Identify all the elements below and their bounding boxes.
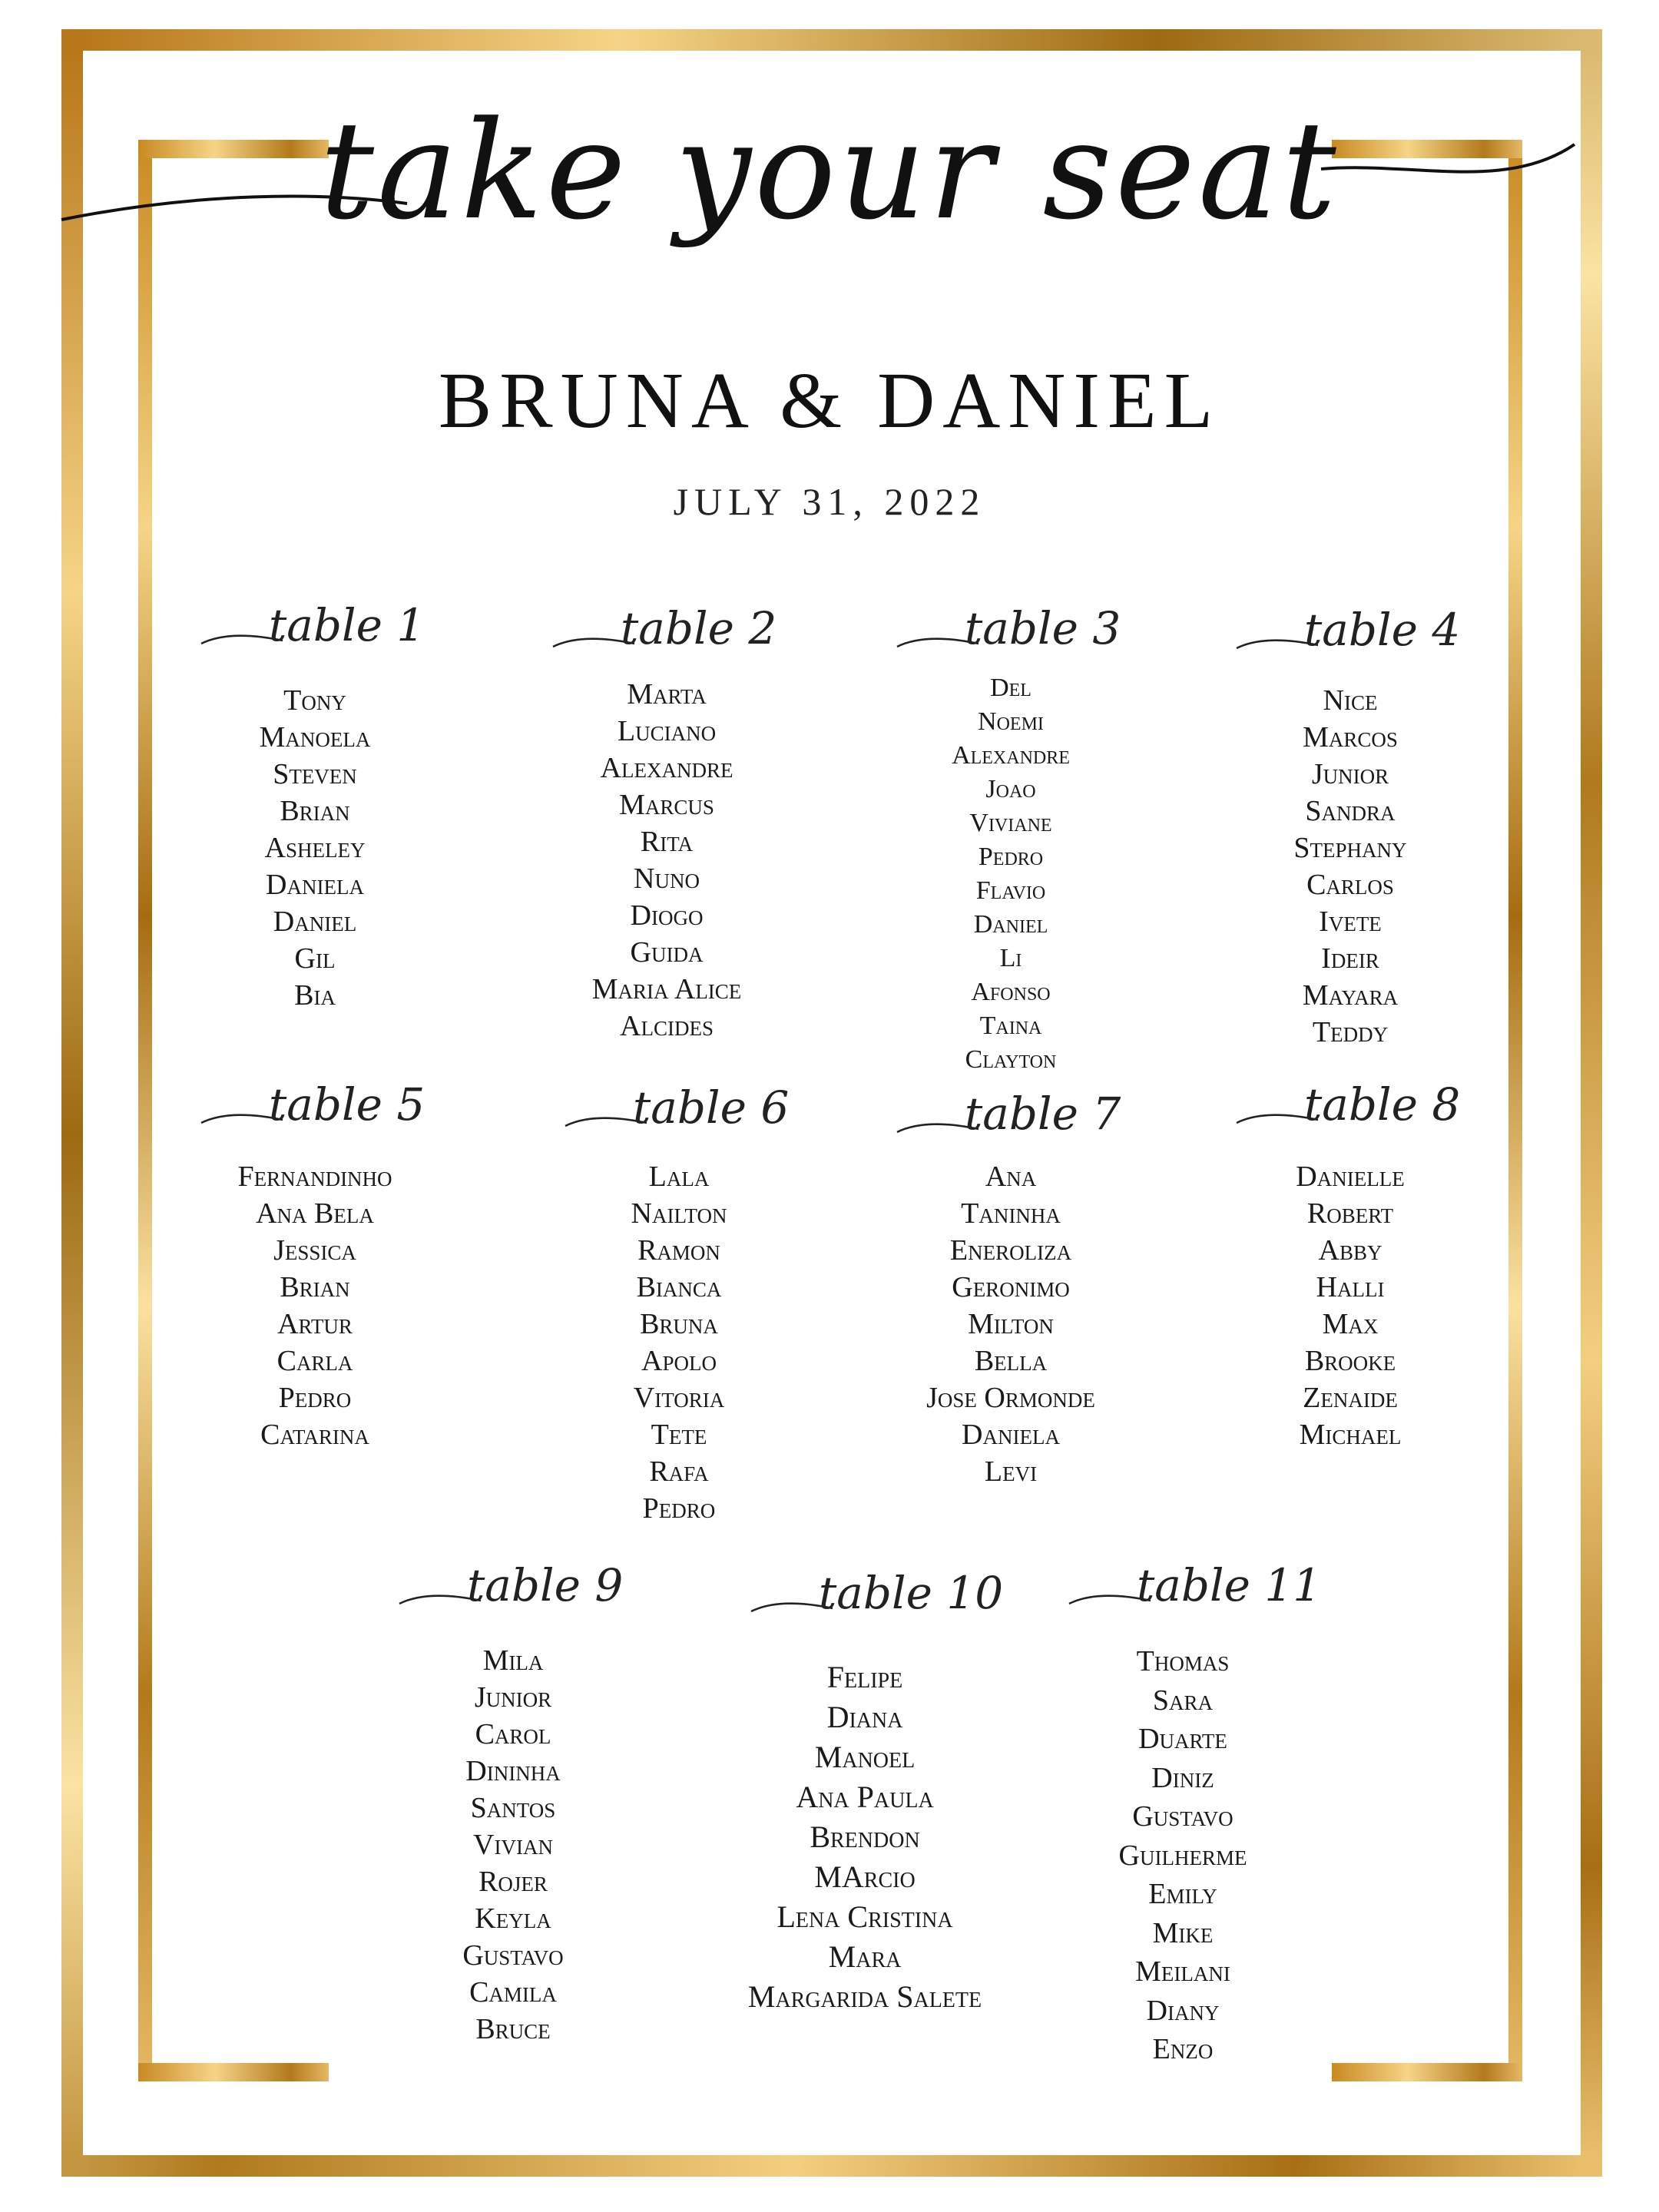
guest-name: Max bbox=[1322, 1308, 1379, 1340]
table-label: table 6 bbox=[633, 1081, 790, 1134]
script-title: take your seat bbox=[320, 92, 1339, 250]
guest-name: Margarida Salete bbox=[747, 1979, 982, 2014]
guest-name: Bianca bbox=[636, 1271, 722, 1303]
guest-list bbox=[161, 682, 469, 1014]
guest-name: Diany bbox=[1146, 1994, 1220, 2027]
guest-name: Robert bbox=[1306, 1197, 1394, 1230]
table-block bbox=[711, 1567, 1018, 2014]
guest-name: Steven bbox=[273, 758, 357, 790]
guest-name: Thomas bbox=[1136, 1645, 1230, 1677]
guest-name: Apolo bbox=[641, 1345, 717, 1377]
guest-name: Sandra bbox=[1305, 795, 1396, 827]
guest-name: Flavio bbox=[975, 876, 1046, 905]
table-label: table 3 bbox=[965, 602, 1121, 654]
guest-name: Ana Paula bbox=[796, 1780, 934, 1814]
table-heading bbox=[200, 1078, 430, 1147]
guest-name: Milton bbox=[968, 1308, 1054, 1340]
guest-name: Pedro bbox=[278, 1382, 352, 1414]
guest-name: Gustavo bbox=[462, 1939, 564, 1972]
guest-name: Marta bbox=[627, 678, 707, 710]
guest-name: Halli bbox=[1316, 1271, 1385, 1303]
guest-name: Daniel bbox=[973, 910, 1048, 939]
guest-name: Guilherme bbox=[1118, 1839, 1247, 1872]
table-block bbox=[857, 1088, 1164, 1488]
guest-list bbox=[1197, 1158, 1504, 1453]
guest-name: Mayara bbox=[1302, 979, 1399, 1012]
guest-name: Catarina bbox=[260, 1419, 369, 1451]
guest-name: Zenaide bbox=[1303, 1382, 1398, 1414]
table-heading bbox=[1068, 1559, 1322, 1628]
guest-name: Guida bbox=[630, 936, 704, 969]
guest-name: Abby bbox=[1318, 1234, 1382, 1267]
guest-name: Li bbox=[999, 944, 1022, 972]
table-block bbox=[1029, 1559, 1336, 2065]
guest-name: Enzo bbox=[1152, 2033, 1214, 2065]
table-block bbox=[525, 1081, 833, 1525]
guest-name: Bruna bbox=[640, 1308, 718, 1340]
guest-name: Nice bbox=[1323, 684, 1378, 717]
guest-name: Danielle bbox=[1296, 1161, 1405, 1193]
guest-name: Maria Alice bbox=[591, 973, 742, 1005]
guest-name: Bruce bbox=[475, 2013, 551, 2045]
table-label: table 1 bbox=[269, 599, 426, 651]
guest-name: Tony bbox=[283, 684, 346, 717]
table-label: table 9 bbox=[467, 1559, 624, 1611]
event-date: JULY 31, 2022 bbox=[673, 480, 986, 523]
guest-name: Rafa bbox=[649, 1455, 709, 1488]
guest-name: Ana Bela bbox=[256, 1197, 374, 1230]
guest-name: Tete bbox=[651, 1419, 707, 1451]
guest-name: Jose Ormonde bbox=[926, 1382, 1095, 1414]
table-label: table 2 bbox=[621, 602, 777, 654]
guest-name: Luciano bbox=[617, 715, 717, 747]
guest-name: Noemi bbox=[978, 707, 1044, 736]
table-heading bbox=[551, 602, 782, 671]
guest-name: Felipe bbox=[826, 1660, 903, 1694]
guest-name: Brooke bbox=[1304, 1345, 1396, 1377]
guest-name: Pedro bbox=[978, 843, 1044, 871]
guest-name: Brian bbox=[280, 1271, 350, 1303]
guest-name: Taina bbox=[979, 1012, 1042, 1040]
guest-name: Fernandinho bbox=[237, 1161, 392, 1193]
guest-name: Gil bbox=[294, 942, 336, 975]
guest-name: Stephany bbox=[1293, 832, 1407, 864]
table-block bbox=[857, 602, 1164, 1074]
guest-name: Mara bbox=[828, 1939, 902, 1974]
guest-name: Joao bbox=[985, 775, 1036, 803]
guest-name: Ana bbox=[985, 1161, 1037, 1193]
guest-name: Asheley bbox=[264, 832, 366, 864]
guest-name: Clayton bbox=[965, 1045, 1057, 1074]
guest-name: Afonso bbox=[971, 978, 1051, 1006]
guest-name: Bia bbox=[294, 979, 336, 1012]
table-label: table 10 bbox=[819, 1567, 1004, 1619]
guest-name: Diniz bbox=[1151, 1761, 1214, 1794]
table-label: table 8 bbox=[1304, 1078, 1461, 1131]
table-heading bbox=[896, 602, 1126, 671]
guest-name: Carla bbox=[276, 1345, 353, 1377]
guest-name: Carol bbox=[475, 1718, 551, 1750]
table-heading bbox=[750, 1567, 1004, 1636]
guest-name: Daniela bbox=[266, 869, 364, 901]
table-block bbox=[161, 599, 469, 1012]
guest-name: Ramon bbox=[637, 1234, 720, 1267]
table-heading bbox=[896, 1088, 1126, 1157]
guest-list bbox=[161, 1158, 469, 1453]
guest-name: Daniela bbox=[962, 1419, 1060, 1451]
guest-name: Dininha bbox=[465, 1755, 561, 1787]
guest-list bbox=[513, 676, 820, 1045]
table-block bbox=[1197, 1078, 1504, 1451]
guest-name: Meilani bbox=[1135, 1955, 1230, 1988]
table-heading bbox=[1235, 1078, 1465, 1147]
guest-name: Ideir bbox=[1321, 942, 1379, 975]
guest-name: Mike bbox=[1152, 1916, 1214, 1949]
table-heading bbox=[200, 599, 430, 668]
guest-name: Levi bbox=[984, 1455, 1038, 1488]
table-heading bbox=[564, 1081, 794, 1151]
guest-name: Sara bbox=[1152, 1684, 1214, 1717]
guest-name: Emily bbox=[1148, 1878, 1217, 1910]
guest-list bbox=[857, 1158, 1164, 1490]
guest-name: Keyla bbox=[475, 1902, 551, 1935]
table-heading bbox=[398, 1559, 628, 1628]
table-block bbox=[1197, 604, 1504, 1048]
guest-name: Junior bbox=[474, 1681, 552, 1714]
guest-list bbox=[1029, 1642, 1336, 2069]
guest-name: Bella bbox=[974, 1345, 1048, 1377]
guest-list bbox=[711, 1657, 1018, 2017]
guest-name: Daniel bbox=[273, 906, 357, 938]
guest-name: Santos bbox=[470, 1792, 556, 1824]
guest-name: Alexandre bbox=[952, 741, 1070, 770]
guest-name: Junior bbox=[1311, 758, 1389, 790]
guest-name: Rita bbox=[640, 826, 694, 858]
guest-name: Brian bbox=[280, 795, 350, 827]
guest-name: Vivian bbox=[473, 1829, 553, 1861]
table-label: table 11 bbox=[1137, 1559, 1322, 1611]
guest-name: Diogo bbox=[630, 899, 704, 932]
guest-name: Diana bbox=[826, 1700, 903, 1734]
guest-name: Carlos bbox=[1306, 869, 1394, 901]
guest-name: Jessica bbox=[273, 1234, 356, 1267]
couple-names: BRUNA & DANIEL bbox=[438, 356, 1221, 445]
guest-name: Pedro bbox=[642, 1492, 716, 1525]
guest-name: Del bbox=[990, 674, 1031, 702]
table-block bbox=[513, 602, 820, 1042]
guest-name: Ivete bbox=[1319, 906, 1382, 938]
guest-name: Lala bbox=[648, 1161, 710, 1193]
guest-name: Nuno bbox=[634, 863, 700, 895]
guest-name: Eneroliza bbox=[949, 1234, 1072, 1267]
guest-name: Teddy bbox=[1312, 1016, 1389, 1048]
guest-name: Rojer bbox=[478, 1866, 548, 1898]
guest-name: Camila bbox=[469, 1976, 557, 2008]
guest-name: Artur bbox=[277, 1308, 353, 1340]
table-label: table 7 bbox=[965, 1088, 1121, 1140]
guest-name: Marcus bbox=[619, 789, 714, 821]
guest-name: Vitoria bbox=[633, 1382, 725, 1414]
guest-list bbox=[1197, 682, 1504, 1051]
guest-name: Mila bbox=[482, 1644, 544, 1677]
table-label: table 4 bbox=[1304, 604, 1461, 656]
guest-name: Michael bbox=[1299, 1419, 1402, 1451]
guest-name: Duarte bbox=[1138, 1723, 1227, 1755]
table-heading bbox=[1235, 604, 1465, 673]
guest-list bbox=[857, 671, 1164, 1077]
table-block bbox=[359, 1559, 667, 2045]
guest-name: Manoel bbox=[814, 1740, 916, 1774]
table-label: table 5 bbox=[269, 1078, 426, 1131]
guest-name: Alexandre bbox=[600, 752, 733, 784]
guest-name: Brendon bbox=[810, 1820, 920, 1854]
guest-name: Gustavo bbox=[1132, 1800, 1233, 1833]
guest-name: Manoela bbox=[259, 721, 371, 753]
guest-name: Taninha bbox=[961, 1197, 1061, 1230]
guest-name: Lena Cristina bbox=[777, 1899, 953, 1934]
guest-name: Geronimo bbox=[952, 1271, 1070, 1303]
guest-name: Alcides bbox=[620, 1010, 714, 1042]
guest-name: MArcio bbox=[814, 1859, 916, 1894]
table-block bbox=[161, 1078, 469, 1451]
guest-name: Viviane bbox=[969, 809, 1052, 837]
guest-list bbox=[525, 1158, 833, 1527]
guest-name: Marcos bbox=[1303, 721, 1398, 753]
guest-name: Nailton bbox=[631, 1197, 727, 1230]
guest-list bbox=[359, 1642, 667, 2048]
